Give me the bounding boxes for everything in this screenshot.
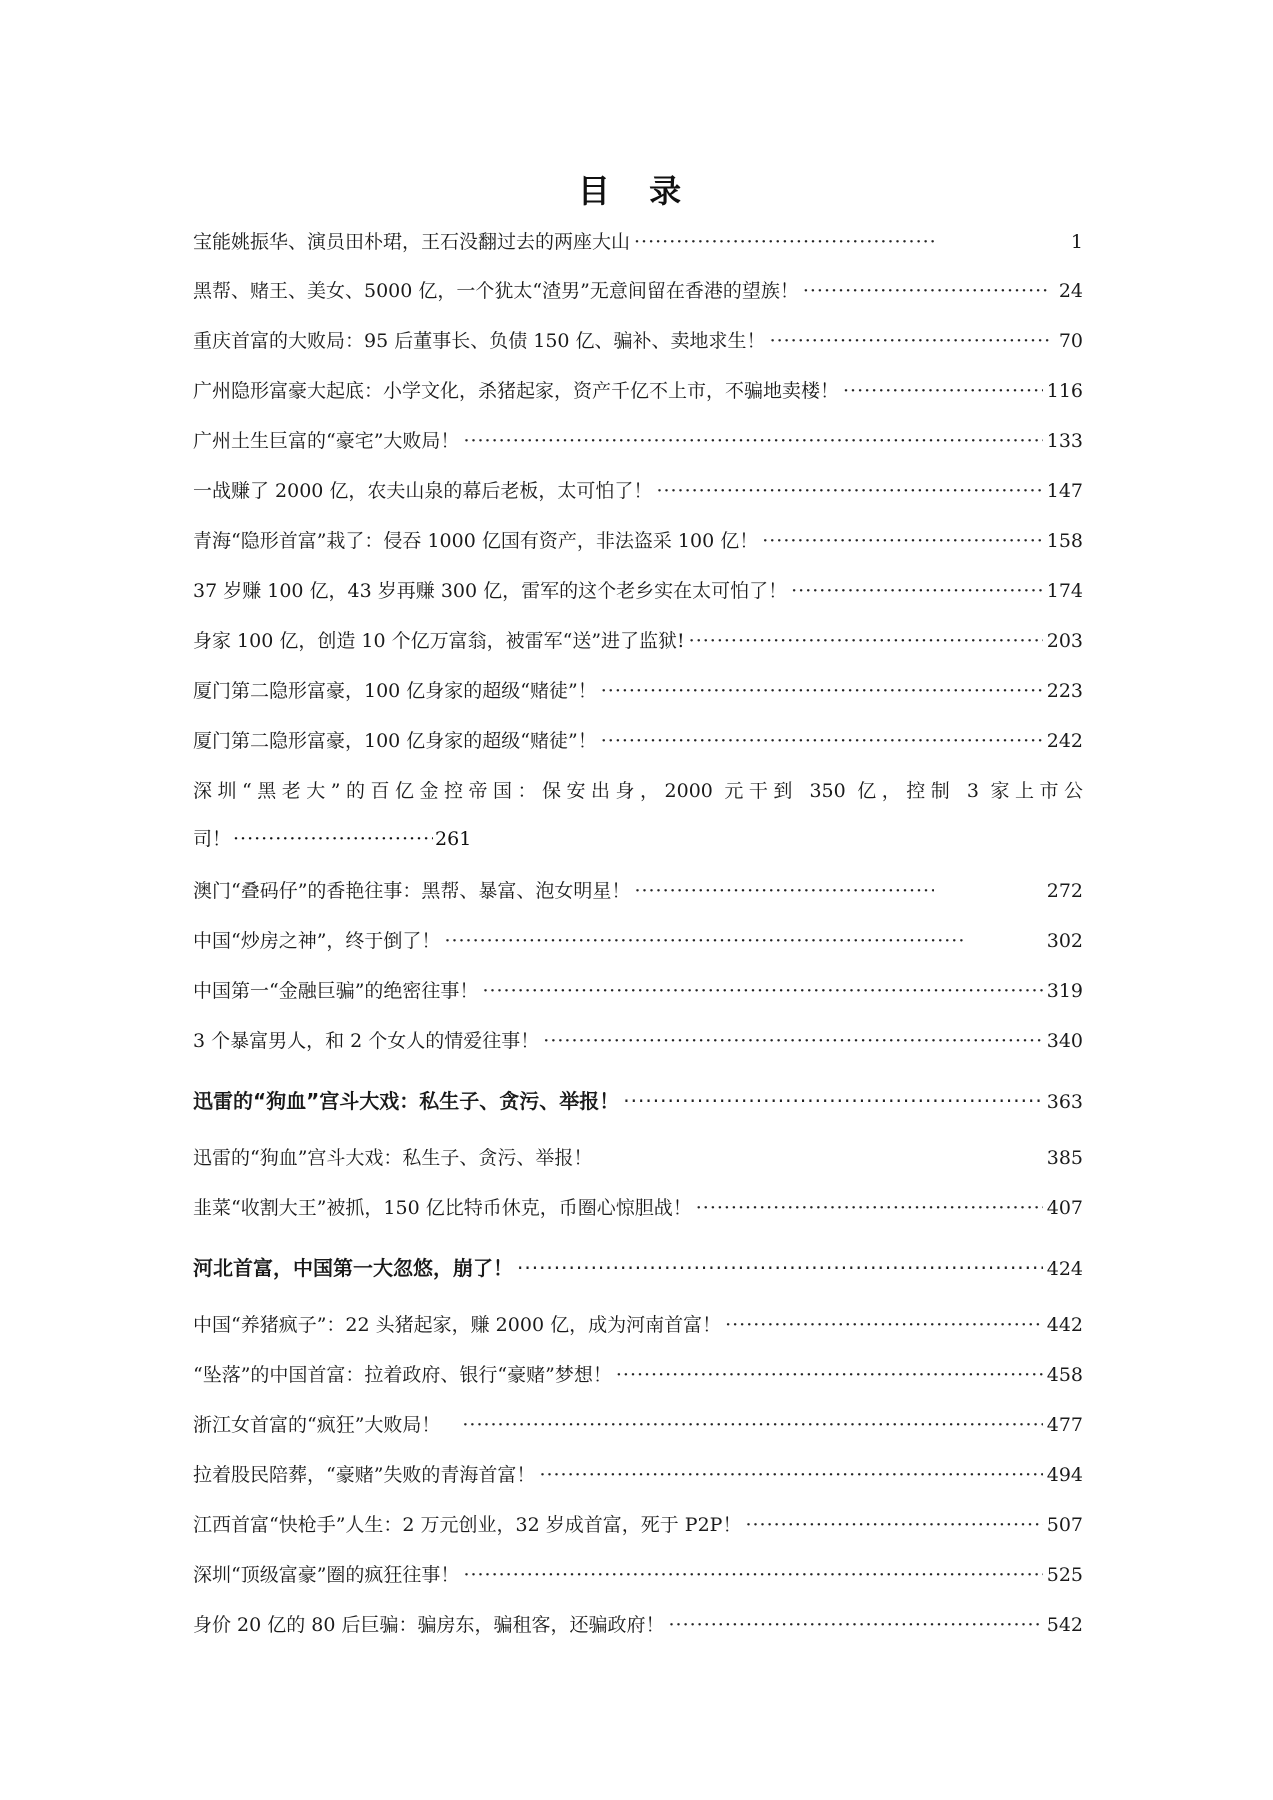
- toc-entry[interactable]: [193, 977, 1083, 1005]
- entry-title: 浙江女首富的“疯狂”大败局！: [193, 1414, 441, 1436]
- toc-entry[interactable]: [193, 677, 1083, 705]
- entry-title: 中国“炒房之神”，终于倒了！: [193, 930, 441, 952]
- entry-page: 363: [1046, 1091, 1083, 1113]
- entry-page: 158: [1046, 530, 1083, 552]
- entry-title: 澳门“叠码仔”的香艳往事：黑帮、暴富、泡女明星！: [193, 880, 631, 902]
- entry-title: 中国第一“金融巨骗”的绝密往事！: [193, 980, 479, 1002]
- entry-title: 黑帮、赌王、美女、5000 亿，一个犹太“渣男”无意间留在香港的望族！: [193, 280, 799, 302]
- entry-title: 江西首富“快枪手”人生：2 万元创业，32 岁成首富，死于 P2P！: [193, 1514, 742, 1536]
- entry-page: 340: [1046, 1030, 1083, 1052]
- dot-leader: [696, 1194, 1043, 1222]
- entry-page: 507: [1046, 1514, 1083, 1536]
- toc-entry[interactable]: [193, 1194, 1083, 1222]
- dot-leader: [803, 277, 1049, 305]
- entry-title: 身价 20 亿的 80 后巨骗：骗房东，骗租客，还骗政府！: [193, 1614, 665, 1636]
- dot-leader: [463, 427, 1042, 455]
- dot-leader: [689, 627, 1043, 655]
- entry-title: 韭菜“收割大王”被抓，150 亿比特币休克，币圈心惊胆战！: [193, 1197, 692, 1219]
- toc-entry[interactable]: [193, 1461, 1083, 1489]
- entry-page: 525: [1046, 1564, 1083, 1586]
- toc-entry[interactable]: [193, 927, 1083, 955]
- dot-leader: [463, 1561, 1042, 1589]
- toc-entry[interactable]: [193, 627, 1083, 655]
- entry-title: 身家 100 亿，创造 10 个亿万富翁，被雷军“送”进了监狱!: [193, 630, 685, 652]
- dot-leader: [233, 825, 433, 853]
- entry-title: 宝能姚振华、演员田朴珺，王石没翻过去的两座大山: [193, 231, 631, 253]
- toc-entry[interactable]: [193, 277, 1083, 305]
- entry-page: 458: [1046, 1364, 1083, 1386]
- entry-page: 174: [1046, 580, 1083, 602]
- entry-title: 重庆首富的大败局：95 后董事长、负债 150 亿、骗补、卖地求生！: [193, 330, 766, 352]
- entry-page: 242: [1046, 730, 1083, 752]
- toc-entry[interactable]: [193, 777, 1083, 805]
- toc-entry[interactable]: [193, 1611, 1083, 1639]
- entry-page: 319: [1046, 980, 1083, 1002]
- entry-page: 261: [435, 828, 472, 850]
- toc-entry[interactable]: [193, 1361, 1083, 1389]
- entry-title-line2: 司！: [193, 828, 232, 850]
- dot-leader: [601, 727, 1043, 755]
- dot-leader: [539, 1461, 1042, 1489]
- dot-leader: [656, 477, 1042, 505]
- toc-entry-bold[interactable]: [193, 1254, 1083, 1283]
- dot-leader: [669, 1611, 1043, 1639]
- toc-entry[interactable]: [193, 228, 1083, 256]
- toc-entry[interactable]: [193, 477, 1083, 505]
- dot-leader: [444, 927, 964, 955]
- entry-page: 133: [1046, 430, 1083, 452]
- dot-leader: [634, 228, 934, 256]
- dot-leader: [462, 1411, 1042, 1439]
- entry-page: 203: [1046, 630, 1083, 652]
- dot-leader: [762, 527, 1043, 555]
- dot-leader: [770, 327, 1049, 355]
- entry-page: 407: [1046, 1197, 1083, 1219]
- entry-title: 一战赚了 2000 亿，农夫山泉的幕后老板，太可怕了！: [193, 480, 653, 502]
- dot-leader: [791, 577, 1043, 605]
- entry-title: 广州土生巨富的“豪宅”大败局！: [193, 430, 460, 452]
- toc-entry[interactable]: [193, 427, 1083, 455]
- entry-title: 迅雷的“狗血”宫斗大戏：私生子、贪污、举报！: [193, 1147, 593, 1169]
- entry-page: 542: [1046, 1614, 1083, 1636]
- toc-entry[interactable]: [193, 727, 1083, 755]
- entry-title: 广州隐形富豪大起底：小学文化，杀猪起家，资产千亿不上市，不骗地卖楼！: [193, 380, 840, 402]
- dot-leader: [482, 977, 1042, 1005]
- dot-leader: [725, 1311, 1043, 1339]
- entry-title: 青海“隐形首富”栽了：侵吞 1000 亿国有资产，非法盗采 100 亿！: [193, 530, 759, 552]
- toc-entry[interactable]: [193, 1311, 1083, 1339]
- toc-entry[interactable]: [193, 577, 1083, 605]
- dot-leader: [634, 877, 934, 905]
- toc-entry[interactable]: [193, 327, 1083, 355]
- toc-entry[interactable]: [193, 877, 1083, 905]
- entry-title: 河北首富，中国第一大忽悠，崩了！: [193, 1256, 513, 1280]
- toc-entry[interactable]: [193, 1511, 1083, 1539]
- dot-leader: [623, 1087, 1042, 1115]
- dot-leader: [517, 1254, 1043, 1282]
- entry-page: 70: [1058, 330, 1083, 352]
- entry-page: 442: [1046, 1314, 1083, 1336]
- entry-title: 迅雷的“狗血”宫斗大戏：私生子、贪污、举报！: [193, 1089, 620, 1113]
- dot-leader: [616, 1361, 1043, 1389]
- entry-page: 1: [1070, 231, 1083, 253]
- dot-leader: [543, 1027, 1042, 1055]
- entry-page: 147: [1046, 480, 1083, 502]
- entry-title: 厦门第二隐形富豪，100 亿身家的超级“赌徒”！: [193, 680, 597, 702]
- entry-page: 24: [1058, 280, 1083, 302]
- entry-page: 477: [1046, 1414, 1083, 1436]
- page-title: 目 录: [577, 172, 696, 210]
- toc-entry-continuation[interactable]: [193, 825, 471, 853]
- entry-page: 116: [1046, 380, 1083, 402]
- entry-title-line1: 深圳“黑老大”的百亿金控帝国：保安出身，2000 元干到 350 亿，控制 3 家上市公: [193, 780, 1083, 802]
- entry-page: 272: [1046, 880, 1083, 902]
- entry-title: 中国“养猪疯子”：22 头猪起家，赚 2000 亿，成为河南首富！: [193, 1314, 722, 1336]
- toc-entry-bold[interactable]: [193, 1087, 1083, 1116]
- toc-entry[interactable]: [193, 1411, 1083, 1439]
- entry-page: 385: [1046, 1147, 1083, 1169]
- entry-page: 424: [1046, 1258, 1083, 1280]
- entry-page: 223: [1046, 680, 1083, 702]
- entry-title: “坠落”的中国首富：拉着政府、银行“豪赌”梦想！: [193, 1364, 612, 1386]
- toc-entry[interactable]: [193, 527, 1083, 555]
- entry-page: 494: [1046, 1464, 1083, 1486]
- toc-entry[interactable]: [193, 1144, 1083, 1172]
- entry-title: 深圳“顶级富豪”圈的疯狂往事！: [193, 1564, 460, 1586]
- entry-title: 37 岁赚 100 亿，43 岁再赚 300 亿，雷军的这个老乡实在太可怕了！: [193, 580, 788, 602]
- entry-title: 3 个暴富男人，和 2 个女人的情爱往事！: [193, 1030, 540, 1052]
- dot-leader: [843, 377, 1043, 405]
- dot-leader: [601, 677, 1043, 705]
- toc-entry[interactable]: [193, 1027, 1083, 1055]
- toc-entry[interactable]: [193, 377, 1083, 405]
- toc-entry[interactable]: [193, 1561, 1083, 1589]
- entry-title: 拉着股民陪葬，“豪赌”失败的青海首富！: [193, 1464, 536, 1486]
- entry-title: 厦门第二隐形富豪，100 亿身家的超级“赌徒”！: [193, 730, 597, 752]
- dot-leader: [745, 1511, 1042, 1539]
- entry-page: 302: [1046, 930, 1083, 952]
